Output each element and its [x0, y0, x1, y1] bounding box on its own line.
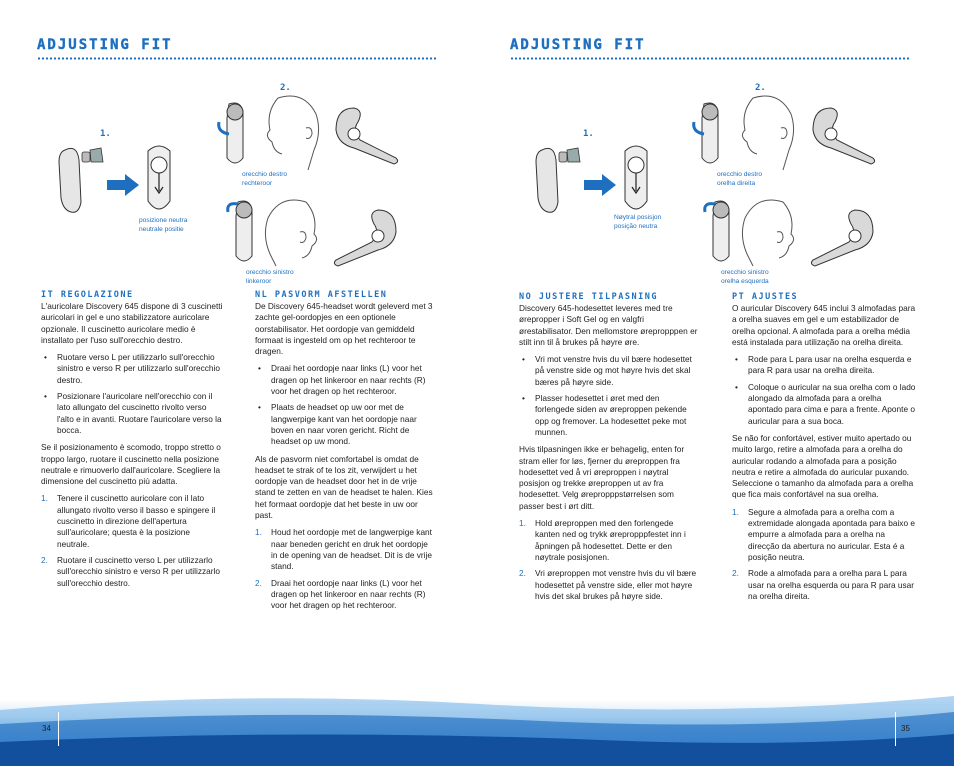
headset-left-ear-icon	[701, 196, 741, 268]
page-number-divider	[58, 712, 59, 746]
list-item: • Rode para L para usar na orelha esquerda e para R para usar na orelha direita.	[732, 354, 916, 377]
page-title: ADJUSTING FIT	[510, 37, 646, 53]
dotted-divider	[37, 57, 437, 60]
bullet-list	[41, 352, 224, 436]
section-heading-no: NO JUSTERE TILPASNING	[519, 292, 658, 302]
step-1-label: 1.	[583, 129, 594, 139]
list-item: • Coloque o auricular na sua orelha com o lado alongado da almofada para a orelha apontado para cima e para a frente. Aponte o auricular para a sua boca.	[732, 382, 916, 427]
body-paragraph: Se não for confortável, estiver muito apertado ou muito largo, retire a almofada para a orelha do auricular rodando a almofada para a posição neutra e retire a almofada do auricular puxando. Seleccione o tamanho da almofada para a orelha que fica mais confortável na sua orelha.	[732, 432, 914, 500]
arrow-right-icon	[105, 172, 141, 198]
caption-right-ear: orecchio destro rechteroor	[242, 171, 288, 187]
headset-side-icon	[807, 100, 879, 170]
list-item: • Vri mot venstre hvis du vil bære hodesettet på venstre side og mot høyre hvis det skal bæres på høyre side.	[519, 354, 699, 388]
step-item: 1. Segure a almofada para a orelha com a extremidade alongada apontada para baixo e empurre a almofada para a orelha na direcção da abertura no auricular. Esta é a posição neutra.	[732, 506, 915, 562]
text-column-no	[519, 303, 699, 608]
step-item: 1. Hold øreproppen med den forlengede kanten ned og trykk ørepropppfestet inn i åpningen på hodesettet. Dette er den nøytrale posisjonen.	[519, 518, 686, 562]
caption-neutral: posizione neutra neutrale positie	[139, 217, 188, 233]
section-heading-nl: NL PASVORM AFSTELLEN	[255, 290, 388, 300]
head-left-icon	[260, 196, 324, 266]
head-left-icon	[737, 196, 801, 266]
step-1-label: 1.	[100, 129, 111, 139]
step-2-label: 2.	[755, 83, 766, 93]
body-paragraph: Als de pasvorm niet comfortabel is omdat de headset te strak of te los zit, verwijdert u het oordopje van de headset door het in de vrije stand te zetten en van de headset te halen. Kies het formaat oordopje dat het beste in uw oor past.	[255, 453, 433, 521]
section-heading-pt: PT AJUSTES	[732, 292, 799, 302]
bullet-list	[732, 354, 916, 427]
intro-paragraph: O auricular Discovery 645 inclui 3 almofadas para a orelha suaves em gel e um estabilizador de orelha opcional. A almofada para a orelha média está instalada para utilização na orelha direita.	[732, 303, 916, 347]
step-item: 1. Tenere il cuscinetto auricolare con il lato allungato rivolto verso il basso e spingere il cuscinetto in direzione dell'apertura sull'auricolare; questa è la posizione neutrale.	[41, 493, 216, 549]
step-item: 2. Vri øreproppen mot venstre hvis du vil bære hodesettet på venstre side, eller mot høyre hvis det skal brukes på høyre side.	[519, 568, 697, 601]
step-item: 1. Houd het oordopje met de langwerpige kant naar beneden gericht en druk het oordopje in de opening van de headset. Dit is de vrije stand.	[255, 527, 432, 572]
list-item: • Posizionare l'auricolare nell'orecchio con il lato allungato del cuscinetto rivolto verso l'alto e in avanti. Ruotare l'auricolare verso la bocca.	[41, 391, 224, 436]
page-title: ADJUSTING FIT	[37, 37, 173, 53]
arrow-right-icon	[582, 172, 618, 198]
headset-right-ear-icon	[690, 98, 730, 170]
headset-side-left-icon	[807, 202, 879, 266]
dotted-divider	[510, 57, 910, 60]
step-item: 2. Ruotare il cuscinetto verso L per utilizzarlo sull'orecchio sinistro e verso R per utilizzarlo sull'orecchio destro.	[41, 554, 220, 588]
list-item: • Plaats de headset op uw oor met de langwerpige kant van het oordopje naar boven en naar voren gericht. Richt de headset op uw mond.	[255, 402, 435, 447]
body-paragraph: Hvis tilpasningen ikke er behagelig, enten for stram eller for løs, fjerner du øreproppen fra hodesettet ved å vri øreproppen i nøytral posisjon og trekke øreproppen ut av fra hodesettet. Velg ørepropppstørrelsen som passer best i ørt ditt.	[519, 444, 685, 511]
step-2-label: 2.	[280, 83, 291, 93]
caption-left-ear: orecchio sinistro linkeroor	[246, 269, 294, 285]
caption-left-ear: orecchio sinistro orelha esquerda	[721, 269, 769, 285]
page-number: 34	[42, 724, 51, 733]
caption-right-ear: orecchio destro orelha direita	[717, 171, 763, 187]
text-column-nl	[255, 301, 435, 617]
page-number-divider	[895, 712, 896, 746]
intro-paragraph: De Discovery 645-headset wordt geleverd met 3 zachte gel-oordopjes en een optionele oorstabilisator. Het oordopje van gemiddeld formaat is ingesteld om op het rechteroor te dragen.	[255, 301, 433, 357]
headset-right-ear-icon	[215, 98, 255, 170]
body-paragraph: Se il posizionamento è scomodo, troppo stretto o troppo largo, ruotare il cuscinetto nella posizione neutrale e rimuoverlo dall'auricolare. Scegliere la dimensione del cuscinetto più adatta.	[41, 442, 221, 487]
headset-front-icon	[142, 143, 176, 217]
step-item: 2. Draai het oordopje naar links (L) voor het dragen op het linkeroor en naar rechts (R) voor het dragen op het rechteroor.	[255, 577, 426, 611]
step-list	[519, 518, 699, 602]
headset-left-ear-icon	[224, 196, 264, 268]
section-heading-it: IT REGOLAZIONE	[41, 290, 134, 300]
headset-front-icon	[619, 143, 653, 217]
head-right-icon	[260, 92, 324, 172]
list-item: • Ruotare verso L per utilizzarlo sull'orecchio sinistro e verso R per utilizzarlo sull'orecchio destro.	[41, 352, 224, 386]
step-item: 2. Rode a almofada para a orelha para L para usar na orelha esquerda ou para R para usar na orelha direita.	[732, 568, 915, 601]
intro-paragraph: Discovery 645-hodesettet leveres med tre ørepropper i Soft Gel og en valgfri ørestabilisator. Den mellomstore ørepropppen er stilt inn til å brukes på høyre øre.	[519, 303, 698, 347]
intro-paragraph: L'auricolare Discovery 645 dispone di 3 cuscinetti auricolari in gel e uno stabilizzatore auricolare opzionale. Il cuscinetto auricolare medio è installato per l'uso sull'orecchio destro.	[41, 301, 223, 345]
list-item: • Plasser hodesettet i øret med den forlengede siden av øreproppen pekende opp og fremover. La hodesettet peke mot munnen.	[519, 393, 699, 438]
bullet-list	[519, 354, 699, 438]
text-column-it	[41, 301, 224, 595]
step-list	[732, 507, 916, 602]
step-list	[41, 493, 224, 588]
step-list	[255, 527, 435, 611]
footer-wave	[0, 690, 954, 766]
text-column-pt	[732, 303, 916, 608]
caption-neutral: Nøytral posisjon posição neutra	[614, 214, 662, 230]
headset-side-left-icon	[330, 202, 402, 266]
headset-side-icon	[330, 100, 402, 170]
list-item: • Draai het oordopje naar links (L) voor het dragen op het linkeroor en naar rechts (R) voor het dragen op het rechteroor.	[255, 363, 435, 397]
right-page	[477, 0, 954, 766]
page-number: 35	[901, 724, 910, 733]
head-right-icon	[735, 92, 799, 172]
bullet-list	[255, 363, 435, 447]
